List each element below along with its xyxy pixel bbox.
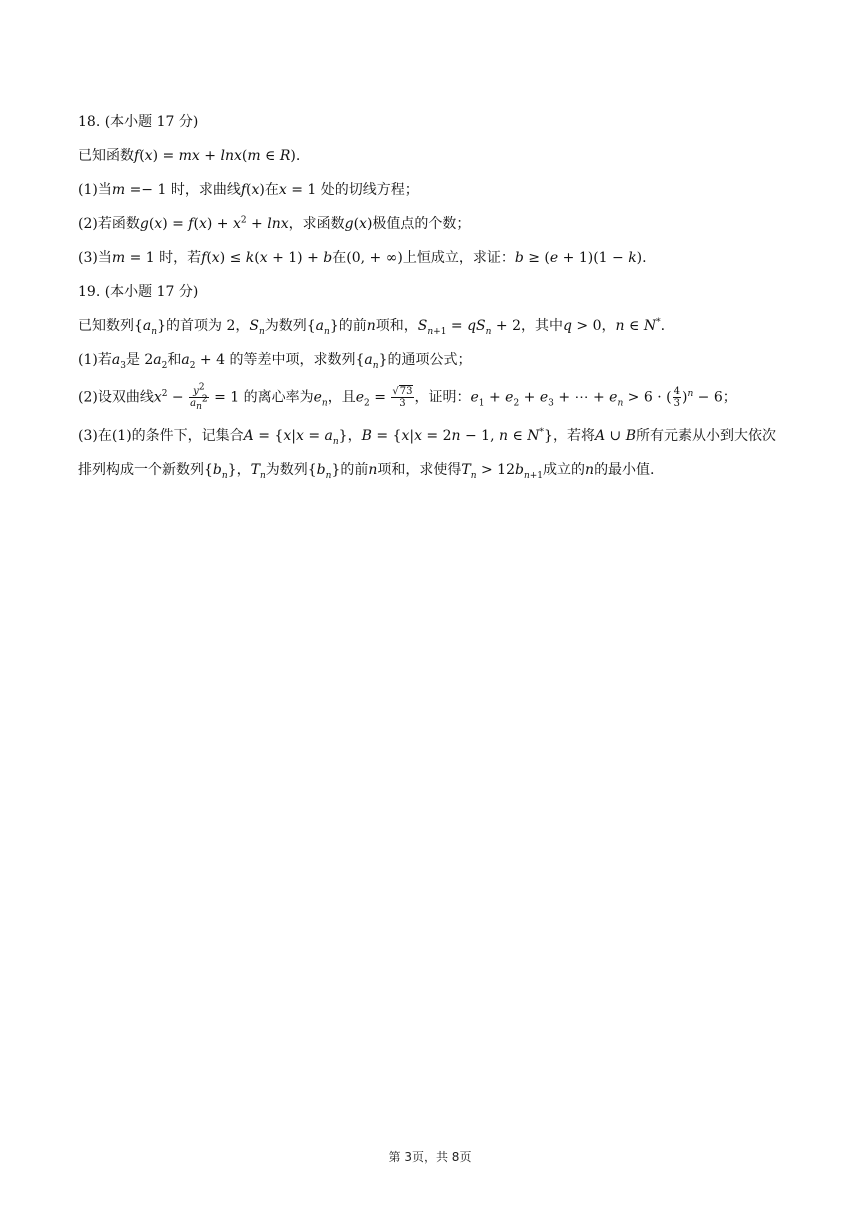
q19-header: 19. (本小题 17 分): [78, 284, 199, 300]
q18-part1: (1)当m =− 1 时，求曲线f(x)在x = 1 处的切线方程；: [78, 182, 419, 198]
q19-part3-line2: 排列构成一个新数列$\{b_n\}$，$T_n$为数列$\{b_n\}$的前n项和，求使得$T_n > 12b_{n+1}$成立的n的最小值.: [78, 462, 655, 481]
fraction-sqrt73-over-3: $\frac{√73}{3}$: [392, 386, 413, 409]
page-footer: 第 3页，共 8页: [388, 1150, 472, 1164]
q19-part1: (1)若$a_3$是 $2a_2$和$a_2 + 4$ 的等差中项，求数列$\{a_n\}$的通项公式；: [78, 352, 472, 371]
q19-part2: (2)设双曲线$x^2$ − $\frac{y^2}{a_n^2}$ = 1 的离心率为$e_n$，且$e_2$ = $\frac{√73}{3}$ ，证明：$e_1 + e_2 + e_3$ + ⋯ + $e_n > 6$ · ( $\frac{4}{3}$ )$^n$ − 6；: [78, 382, 737, 412]
q19-intro: 已知数列$\{a_n\}$的首项为 2，$S_n$为数列$\{a_n\}$的前n项和，$S_{n+1} = qS_n + 2$，其中q > 0，n ∈ N*.: [78, 317, 666, 337]
fraction-y2-over-an2: $\frac{y^2}{a_n^2}$: [190, 382, 208, 412]
q18-intro: 已知函数f(x) = mx + lnx(m ∈ R).: [78, 148, 301, 164]
q18-part2: (2)若函数$g(x) = f(x) + x^2 + \ln x$，求函数g(x)极值点的个数；: [78, 215, 471, 232]
q18-header: 18. (本小题 17 分): [78, 114, 199, 130]
fraction-4-over-3: $\frac{4}{3}$: [673, 386, 680, 409]
q19-part3-line1: (3)在(1)的条件下，记集合$A = \{x|x = a_n\}$，B = {x|x = 2n − 1, n ∈ N*}，若将A ∪ B所有元素从小到大依次: [78, 427, 777, 447]
q18-part3: (3)当m = 1 时，若f(x) ≤ k(x + 1) + b在(0, + ∞)上恒成立，求证：b ≥ (e + 1)(1 − k).: [78, 250, 647, 266]
